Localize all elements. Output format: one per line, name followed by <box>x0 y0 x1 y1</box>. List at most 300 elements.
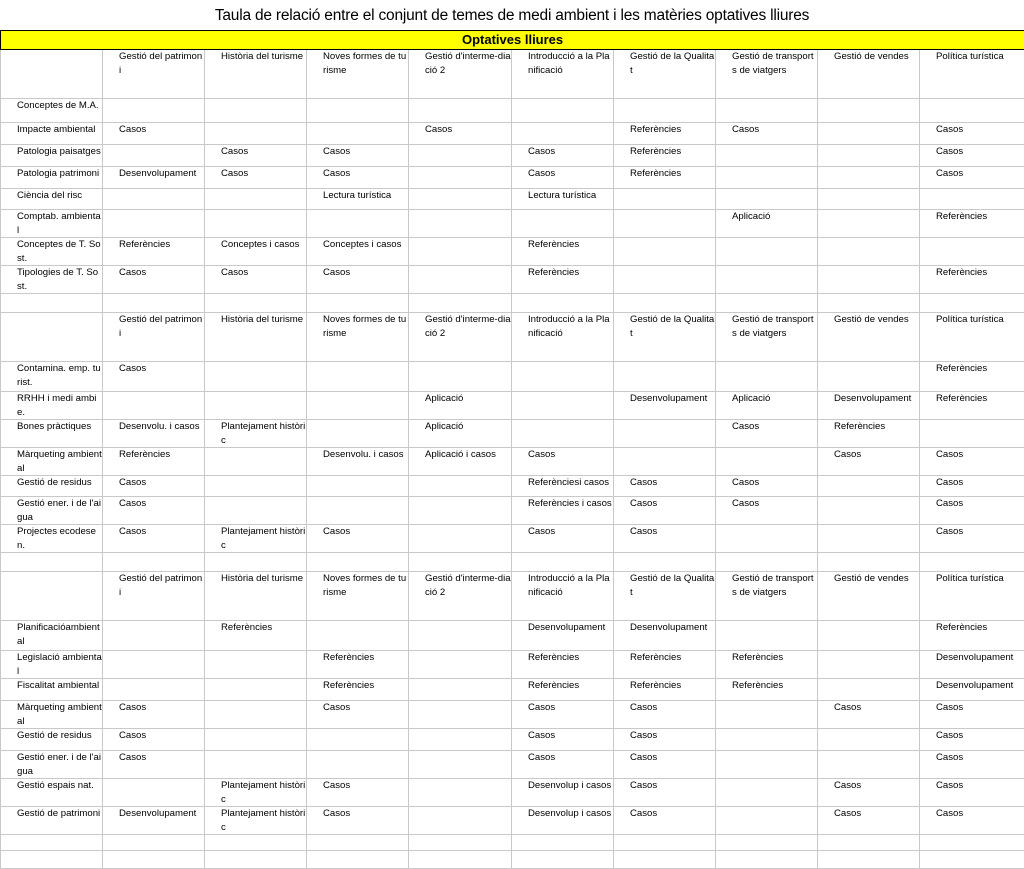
table-cell: Casos <box>614 751 716 779</box>
table-cell: Casos <box>920 123 1024 145</box>
table-cell: Casos <box>818 701 920 729</box>
table-cell <box>103 210 205 238</box>
table-cell <box>818 751 920 779</box>
table-cell: Casos <box>920 145 1024 167</box>
spacer-cell <box>512 553 614 572</box>
header-corner-cell <box>1 50 103 99</box>
spacer-cell <box>103 553 205 572</box>
table-cell <box>920 420 1024 448</box>
table-cell <box>512 851 614 869</box>
table-cell: Aplicació <box>409 392 512 420</box>
table-cell <box>512 123 614 145</box>
table-cell <box>307 729 409 751</box>
table-cell <box>409 210 512 238</box>
header-row <box>1 313 1024 362</box>
table-cell <box>409 145 512 167</box>
row-label: Comptab. ambiental <box>1 210 103 238</box>
table-cell: Referències <box>920 392 1024 420</box>
table-cell <box>307 621 409 651</box>
table-row <box>1 420 1024 448</box>
spacer-cell <box>716 294 818 313</box>
spacer-cell <box>103 294 205 313</box>
table-cell <box>103 851 205 869</box>
table-cell <box>818 266 920 294</box>
table-row <box>1 266 1024 294</box>
table-cell <box>409 238 512 266</box>
table-cell <box>409 497 512 525</box>
table-cell: Referències <box>614 651 716 679</box>
table-cell: Casos <box>716 123 818 145</box>
table-cell: Casos <box>614 476 716 497</box>
table-cell <box>818 679 920 701</box>
table-cell: Casos <box>920 779 1024 807</box>
column-header: Gestió d'interme-diació 2 <box>409 572 512 621</box>
spacer-cell <box>307 553 409 572</box>
table-cell: Aplicació <box>409 420 512 448</box>
table-cell <box>307 851 409 869</box>
spacer-cell <box>1 294 103 313</box>
column-header: Història del turisme <box>205 572 307 621</box>
table-cell <box>716 99 818 123</box>
column-header: Gestió de transports de viatgers <box>716 313 818 362</box>
table-cell <box>614 448 716 476</box>
table-cell <box>205 679 307 701</box>
table-cell <box>716 779 818 807</box>
table-cell <box>205 751 307 779</box>
table-cell: Casos <box>920 497 1024 525</box>
table-cell: Lectura turística <box>512 189 614 210</box>
table-cell <box>409 167 512 189</box>
table-cell: Referències <box>103 448 205 476</box>
table-row <box>1 701 1024 729</box>
table-cell <box>716 851 818 869</box>
table-cell <box>205 476 307 497</box>
table-row <box>1 621 1024 651</box>
table-cell: Referències <box>920 210 1024 238</box>
table-row <box>1 476 1024 497</box>
table-cell <box>716 145 818 167</box>
table-row <box>1 679 1024 701</box>
table-cell <box>614 835 716 851</box>
row-label: Gestió espais nat. <box>1 779 103 807</box>
table-cell <box>818 651 920 679</box>
table-cell: Casos <box>716 476 818 497</box>
column-header: Gestió del patrimoni <box>103 572 205 621</box>
table-cell <box>409 189 512 210</box>
table-cell: Referències <box>614 167 716 189</box>
row-label: Legislació ambiental <box>1 651 103 679</box>
column-header: Introducció a la Planificació <box>512 50 614 99</box>
row-label <box>1 835 103 851</box>
row-label <box>1 851 103 869</box>
table-cell: Referències <box>512 266 614 294</box>
row-label: Impacte ambiental <box>1 123 103 145</box>
table-cell: Casos <box>818 448 920 476</box>
table-cell: Casos <box>103 123 205 145</box>
table-cell <box>614 238 716 266</box>
table-cell: Casos <box>103 266 205 294</box>
banner-title: Optatives lliures <box>1 31 1024 50</box>
table-row <box>1 167 1024 189</box>
table-cell <box>307 497 409 525</box>
table-cell: Referències <box>716 651 818 679</box>
table-cell <box>716 238 818 266</box>
row-label: Màrqueting ambiental <box>1 448 103 476</box>
table-cell <box>512 392 614 420</box>
spacer-cell <box>205 294 307 313</box>
table-cell <box>818 621 920 651</box>
row-label: Patologia patrimoni <box>1 167 103 189</box>
table-cell: Casos <box>920 167 1024 189</box>
table-cell: Plantejament històric <box>205 420 307 448</box>
table-cell: Casos <box>205 167 307 189</box>
table-cell: Desenvolup i casos <box>512 779 614 807</box>
relation-table <box>0 30 1024 869</box>
spacer-cell <box>307 294 409 313</box>
table-cell <box>409 476 512 497</box>
table-cell: Casos <box>614 497 716 525</box>
row-label: Fiscalitat ambiental <box>1 679 103 701</box>
header-corner-cell <box>1 572 103 621</box>
table-cell <box>409 851 512 869</box>
table-cell <box>205 835 307 851</box>
table-cell: Referències <box>716 679 818 701</box>
table-cell <box>818 167 920 189</box>
table-cell <box>103 651 205 679</box>
table-cell: Casos <box>920 476 1024 497</box>
table-cell <box>307 835 409 851</box>
table-cell <box>614 266 716 294</box>
table-cell: Casos <box>307 145 409 167</box>
table-cell <box>205 392 307 420</box>
table-cell: Referències <box>614 145 716 167</box>
table-cell <box>818 123 920 145</box>
row-label: Planificacióambiental <box>1 621 103 651</box>
table-cell <box>409 266 512 294</box>
table-row <box>1 448 1024 476</box>
table-cell <box>716 729 818 751</box>
table-cell <box>818 362 920 392</box>
column-header: Gestió de la Qualitat <box>614 50 716 99</box>
table-row <box>1 189 1024 210</box>
table-cell <box>512 210 614 238</box>
column-header: Gestió d'interme-diació 2 <box>409 50 512 99</box>
table-cell <box>409 99 512 123</box>
table-cell <box>205 729 307 751</box>
table-cell: Casos <box>614 729 716 751</box>
table-cell: Casos <box>307 807 409 835</box>
column-header: Història del turisme <box>205 50 307 99</box>
table-cell: Casos <box>307 701 409 729</box>
table-row <box>1 835 1024 851</box>
table-cell <box>103 621 205 651</box>
spacer-cell <box>920 294 1024 313</box>
table-row <box>1 651 1024 679</box>
table-cell <box>307 210 409 238</box>
table-cell: Plantejament històric <box>205 779 307 807</box>
table-cell <box>409 779 512 807</box>
row-label: Bones pràctiques <box>1 420 103 448</box>
table-cell: Desenvolu. i casos <box>307 448 409 476</box>
table-cell <box>818 835 920 851</box>
table-cell: Referències <box>920 621 1024 651</box>
column-header: Gestió de vendes <box>818 572 920 621</box>
table-cell <box>205 701 307 729</box>
table-cell <box>818 189 920 210</box>
table-row <box>1 807 1024 835</box>
column-header: Gestió del patrimoni <box>103 313 205 362</box>
table-cell <box>205 210 307 238</box>
table-row <box>1 123 1024 145</box>
table-cell: Referències <box>307 651 409 679</box>
table-cell <box>818 497 920 525</box>
table-cell: Casos <box>512 751 614 779</box>
column-header: Noves formes de turisme <box>307 572 409 621</box>
table-cell <box>103 145 205 167</box>
table-cell: Casos <box>205 266 307 294</box>
table-cell: Casos <box>103 362 205 392</box>
table-cell: Referències <box>512 238 614 266</box>
column-header: Política turística <box>920 572 1024 621</box>
table-cell <box>205 448 307 476</box>
table-cell: Casos <box>614 701 716 729</box>
table-cell: Aplicació <box>716 392 818 420</box>
table-row <box>1 362 1024 392</box>
table-cell <box>409 701 512 729</box>
table-cell: Desenvolu. i casos <box>103 420 205 448</box>
row-label: Màrqueting ambiental <box>1 701 103 729</box>
table-cell: Casos <box>512 448 614 476</box>
table-cell: Casos <box>614 525 716 553</box>
table-cell: Casos <box>614 779 716 807</box>
table-cell <box>920 99 1024 123</box>
table-cell: Casos <box>818 807 920 835</box>
table-row <box>1 392 1024 420</box>
table-cell: Casos <box>103 525 205 553</box>
column-header: Política turística <box>920 313 1024 362</box>
row-label: Gestió de residus <box>1 729 103 751</box>
table-row <box>1 851 1024 869</box>
row-label: Gestió ener. i de l'aigua <box>1 751 103 779</box>
table-cell <box>716 362 818 392</box>
table-row <box>1 729 1024 751</box>
table-cell: Referènciesi casos <box>512 476 614 497</box>
table-cell <box>716 448 818 476</box>
table-cell: Casos <box>920 807 1024 835</box>
table-cell <box>614 189 716 210</box>
table-cell <box>307 392 409 420</box>
row-label: Tipologies de T. Sost. <box>1 266 103 294</box>
table-cell <box>920 238 1024 266</box>
table-cell <box>614 210 716 238</box>
table-cell: Referències i casos <box>512 497 614 525</box>
table-cell <box>409 729 512 751</box>
row-label: Conceptes de T. Sost. <box>1 238 103 266</box>
table-row <box>1 751 1024 779</box>
table-cell <box>716 807 818 835</box>
table-cell <box>205 497 307 525</box>
table-cell: Casos <box>103 751 205 779</box>
table-cell <box>920 851 1024 869</box>
table-cell: Casos <box>103 729 205 751</box>
table-row <box>1 145 1024 167</box>
spacer-cell <box>409 553 512 572</box>
table-row <box>1 525 1024 553</box>
table-cell <box>103 99 205 123</box>
table-cell <box>716 525 818 553</box>
table-cell: Referències <box>920 362 1024 392</box>
row-label: Projectes ecodesen. <box>1 525 103 553</box>
table-cell: Referències <box>920 266 1024 294</box>
table-cell: Casos <box>307 167 409 189</box>
table-row <box>1 210 1024 238</box>
header-row <box>1 572 1024 621</box>
row-label: Patologia paisatges <box>1 145 103 167</box>
table-cell <box>716 266 818 294</box>
table-cell <box>409 651 512 679</box>
table-cell <box>205 851 307 869</box>
column-header: Gestió de transports de viatgers <box>716 50 818 99</box>
table-cell: Referències <box>818 420 920 448</box>
spacer-cell <box>512 294 614 313</box>
table-cell: Referències <box>512 651 614 679</box>
table-row <box>1 99 1024 123</box>
row-label: RRHH i medi ambie. <box>1 392 103 420</box>
column-header: Política turística <box>920 50 1024 99</box>
table-cell <box>103 679 205 701</box>
table-cell <box>409 679 512 701</box>
table-cell: Desenvolupament <box>818 392 920 420</box>
table-cell: Referències <box>307 679 409 701</box>
table-cell <box>512 835 614 851</box>
table-cell <box>512 362 614 392</box>
table-cell: Lectura turística <box>307 189 409 210</box>
table-cell <box>716 701 818 729</box>
table-cell: Casos <box>409 123 512 145</box>
column-header: Noves formes de turisme <box>307 313 409 362</box>
table-cell <box>920 189 1024 210</box>
table-cell: Plantejament històric <box>205 525 307 553</box>
table-cell: Casos <box>307 779 409 807</box>
table-cell <box>307 99 409 123</box>
table-cell <box>818 476 920 497</box>
table-cell <box>409 751 512 779</box>
column-header: Història del turisme <box>205 313 307 362</box>
table-cell: Desenvolupament <box>920 679 1024 701</box>
table-row <box>1 238 1024 266</box>
table-cell <box>205 189 307 210</box>
table-cell: Casos <box>920 701 1024 729</box>
table-cell: Casos <box>716 497 818 525</box>
table-cell <box>512 99 614 123</box>
table-cell: Conceptes i casos <box>205 238 307 266</box>
table-cell: Referències <box>512 679 614 701</box>
table-cell <box>716 835 818 851</box>
table-cell: Referències <box>205 621 307 651</box>
table-cell <box>614 420 716 448</box>
column-header: Gestió de vendes <box>818 313 920 362</box>
table-cell <box>103 779 205 807</box>
column-header: Gestió de vendes <box>818 50 920 99</box>
table-cell <box>103 189 205 210</box>
table-cell <box>409 835 512 851</box>
table-cell: Casos <box>716 420 818 448</box>
section-spacer-row <box>1 294 1024 313</box>
table-cell <box>103 835 205 851</box>
table-cell <box>716 621 818 651</box>
row-label: Gestió de patrimoni <box>1 807 103 835</box>
table-cell <box>512 420 614 448</box>
table-cell: Casos <box>205 145 307 167</box>
table-cell: Desenvolupament <box>614 621 716 651</box>
table-cell: Plantejament històric <box>205 807 307 835</box>
spacer-cell <box>716 553 818 572</box>
spacer-cell <box>409 294 512 313</box>
table-cell: Casos <box>103 701 205 729</box>
table-cell: Desenvolupament <box>614 392 716 420</box>
table-cell: Casos <box>920 448 1024 476</box>
header-row <box>1 50 1024 99</box>
table-cell: Desenvolupament <box>103 167 205 189</box>
table-cell <box>818 851 920 869</box>
table-cell: Casos <box>920 729 1024 751</box>
table-cell: Desenvolupament <box>103 807 205 835</box>
spacer-cell <box>614 294 716 313</box>
table-cell: Desenvolup i casos <box>512 807 614 835</box>
spacer-cell <box>818 553 920 572</box>
row-label: Contamina. emp. turist. <box>1 362 103 392</box>
table-cell <box>716 189 818 210</box>
table-cell: Casos <box>512 145 614 167</box>
table-cell <box>716 751 818 779</box>
column-header: Noves formes de turisme <box>307 50 409 99</box>
row-label: Gestió ener. i de l'aigua <box>1 497 103 525</box>
table-cell: Casos <box>512 729 614 751</box>
table-cell <box>307 476 409 497</box>
column-header: Introducció a la Planificació <box>512 313 614 362</box>
section-spacer-row <box>1 553 1024 572</box>
table-cell <box>818 210 920 238</box>
table-cell <box>307 751 409 779</box>
table-cell <box>307 123 409 145</box>
table-cell: Desenvolupament <box>512 621 614 651</box>
table-cell <box>614 362 716 392</box>
table-cell <box>409 362 512 392</box>
table-row <box>1 779 1024 807</box>
table-cell <box>307 362 409 392</box>
spacer-cell <box>1 553 103 572</box>
table-cell: Casos <box>614 807 716 835</box>
spacer-cell <box>818 294 920 313</box>
table-cell: Desenvolupament <box>920 651 1024 679</box>
table-cell: Referències <box>614 123 716 145</box>
table-cell <box>818 238 920 266</box>
banner-row <box>1 31 1024 50</box>
table-cell: Aplicació <box>716 210 818 238</box>
table-cell: Casos <box>818 779 920 807</box>
table-cell: Casos <box>920 525 1024 553</box>
table-cell: Referències <box>614 679 716 701</box>
spacer-cell <box>920 553 1024 572</box>
table-cell: Casos <box>512 701 614 729</box>
table-cell <box>205 99 307 123</box>
table-cell <box>205 123 307 145</box>
column-header: Gestió de transports de viatgers <box>716 572 818 621</box>
table-cell: Casos <box>920 751 1024 779</box>
spacer-cell <box>614 553 716 572</box>
table-cell <box>614 851 716 869</box>
table-cell: Casos <box>307 525 409 553</box>
